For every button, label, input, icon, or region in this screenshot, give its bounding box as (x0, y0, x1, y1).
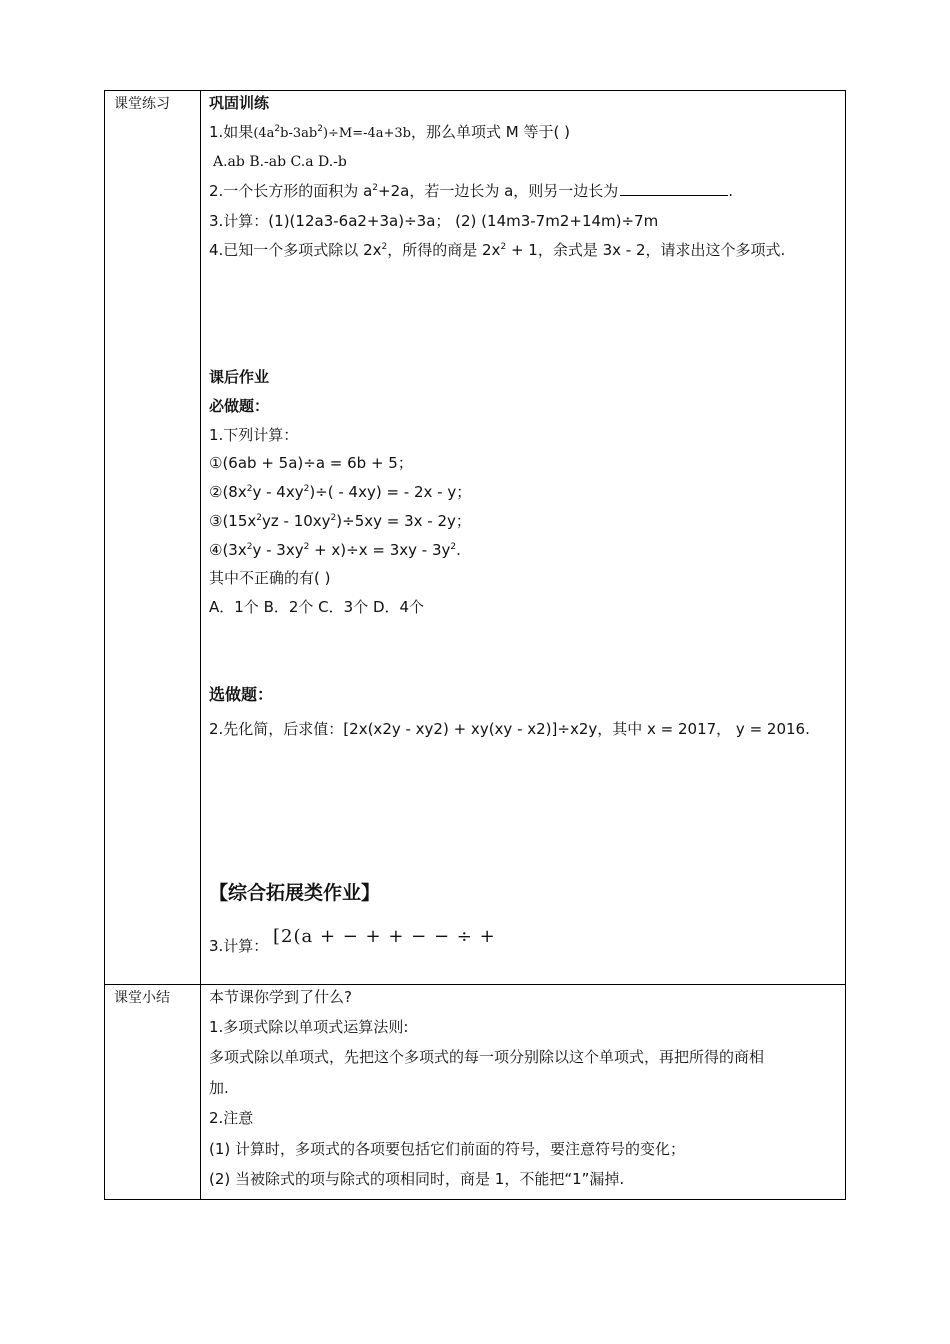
summary-line: (1) 计算时，多项式的各项要包括它们前面的符号，要注意符号的变化； (209, 1140, 686, 1158)
practice-q2: 2.一个长方形的面积为 $a^2+2a$，若一边长为 a，则另一边长为 . (209, 182, 734, 200)
row-divider (105, 984, 845, 985)
summary-line: 加. (209, 1079, 229, 1097)
homework-item: ①(6ab + 5a)÷a = 6b + 5； (209, 454, 413, 472)
summary-line: 1.多项式除以单项式运算法则: (209, 1018, 409, 1036)
practice-q3: 3.计算：(1)(12a3-6a2+3a)÷3a； (2) (14m3-7m2+14m)÷7m (209, 212, 659, 230)
summary-line: 本节课你学到了什么? (209, 988, 352, 1006)
summary-line: 2.注意 (209, 1109, 254, 1127)
answer-blank (620, 181, 728, 196)
homework-q3-expression: [2(a + − + + − − ÷ + (273, 926, 496, 947)
summary-line: (2) 当被除式的项与除式的项相同时，商是 1，不能把“1”漏掉. (209, 1170, 625, 1188)
homework-options: A．1个 B．2个 C．3个 D．4个 (209, 598, 425, 616)
homework-q2: 2.先化简，后求值：[2x(x2y - xy2) + xy(xy - x2)]÷x2y，其中 x = 2017， y = 2016. (209, 720, 810, 738)
optional-heading: 选做题： (209, 685, 274, 704)
required-heading: 必做题： (209, 397, 270, 415)
practice-q4: 4.已知一个多项式除以 $2x^2$，所得的商是 $2x^2 + 1$，余式是 3x - 2，请求出这个多项式. (209, 241, 786, 259)
label-practice: 课堂练习 (114, 96, 170, 112)
homework-q1-title: 1.下列计算： (209, 426, 299, 444)
practice-q1: 1.如果$(4a^2b-3ab^2)\div M=-4a+3b$，那么单项式 M 等于( ) (209, 123, 570, 141)
practice-heading: 巩固训练 (209, 94, 270, 112)
label-summary: 课堂小结 (114, 990, 170, 1006)
homework-item: $④(3x^2y - 3xy^2 + x)\div x = 3xy - 3y^2$. (209, 541, 461, 559)
homework-question: 其中不正确的有( ) (209, 569, 331, 587)
homework-item: $③(15x^2yz - 10xy^2)\div 5xy = 3x - 2y$； (209, 512, 471, 530)
summary-line: 多项式除以单项式，先把这个多项式的每一项分别除以这个单项式，再把所得的商相 (209, 1048, 765, 1066)
homework-heading: 课后作业 (209, 368, 270, 386)
homework-q3: 3.计算： (209, 937, 269, 955)
practice-q1-options: A.ab B.-ab C.a D.-b (213, 154, 347, 170)
extension-heading: 【综合拓展类作业】 (209, 882, 381, 904)
homework-item: $②(8x^2y - 4xy^2)\div( - 4xy)$ = - 2x - y； (209, 483, 472, 501)
column-divider (200, 91, 201, 1199)
lesson-table (104, 90, 846, 1200)
